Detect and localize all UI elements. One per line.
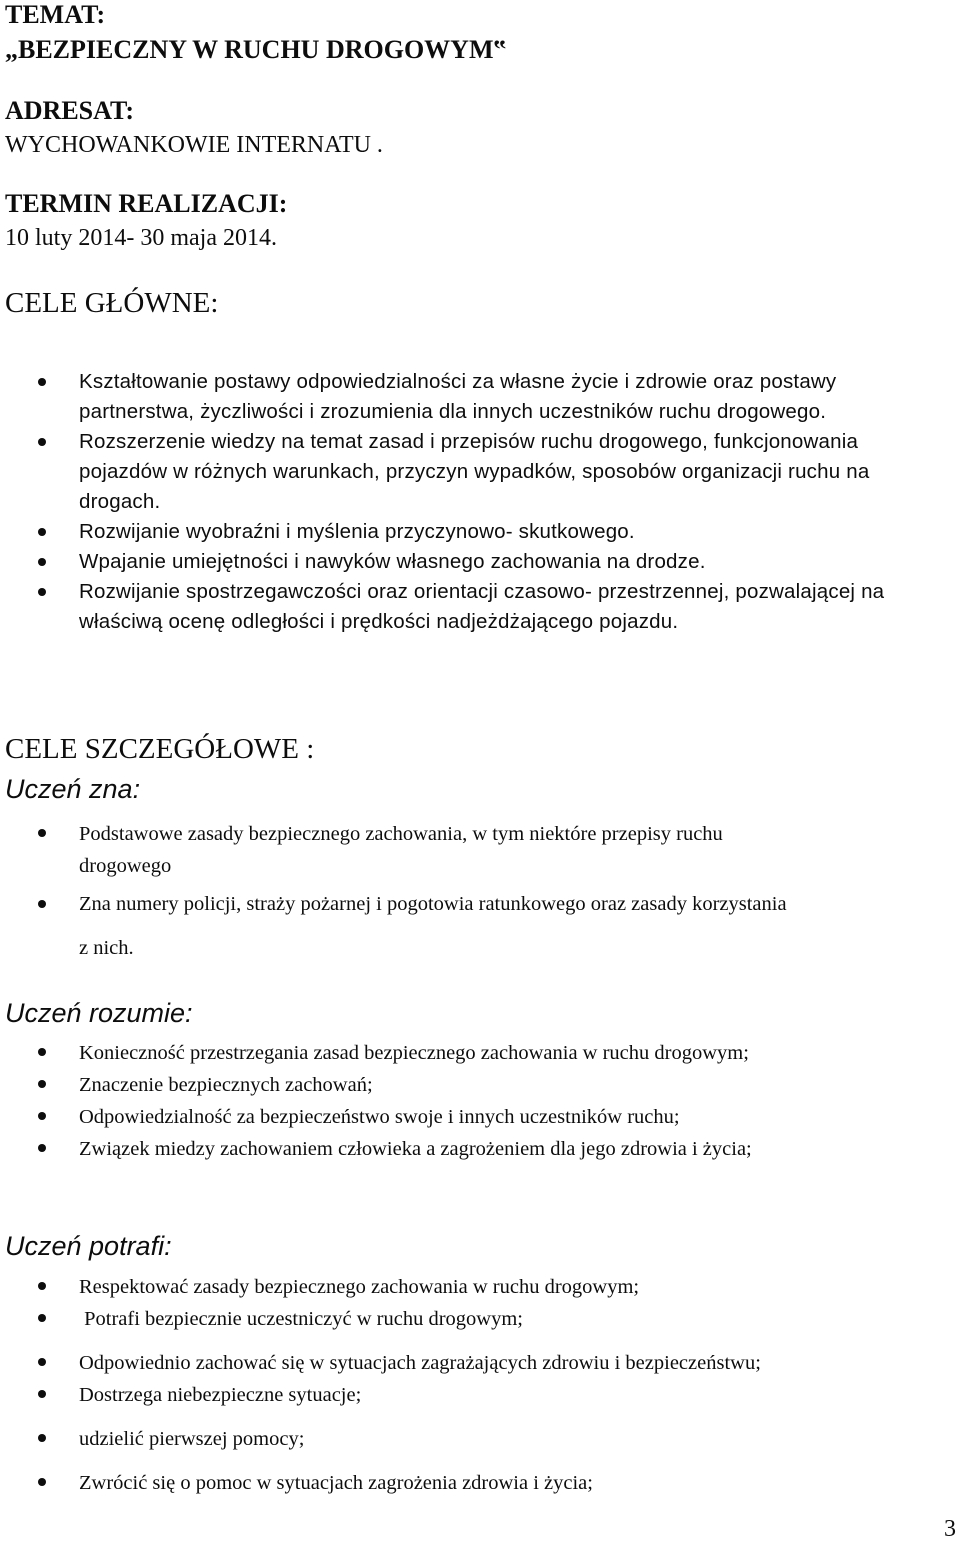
list-item [0,1271,960,1303]
bullet-icon [38,1434,46,1442]
bullet-icon [38,1358,46,1366]
uczen-rozumie-heading: Uczeń rozumie: [5,998,193,1028]
uczen-zna-list [0,818,960,970]
list-item-line: partnerstwa, życzliwości i zrozumienia dla innych uczestników ruchu drogowego. [79,400,827,423]
bullet-icon [38,829,46,837]
cele-glowne-heading: CELE GŁÓWNE: [5,287,219,319]
list-item-line: Rozwijanie spostrzegawczości oraz orientacji czasowo- przestrzennej, pozwalającej na [79,580,885,603]
bullet-icon [38,900,46,908]
list-item-line: Rozszerzenie wiedzy na temat zasad i przepisów ruchu drogowego, funkcjonowania [79,430,859,453]
list-item [0,1423,960,1455]
adresat-value: WYCHOWANKOWIE INTERNATU . [5,132,383,158]
list-item-text: Potrafi bezpiecznie uczestniczyć w ruchu drogowym; [79,1308,523,1330]
list-item-text: Odpowiednio zachować się w sytuacjach zagrażających zdrowiu i bezpieczeństwu; [79,1352,761,1374]
bullet-icon [38,1080,46,1088]
list-item-line: Kształtowanie postawy odpowiedzialności za własne życie i zdrowie oraz postawy [79,370,837,393]
list-item [0,547,960,577]
temat-label: TEMAT: [5,0,106,29]
list-item-line: z nich. [79,937,134,959]
list-item-text: Dostrzega niebezpieczne sytuacje; [79,1384,362,1406]
list-item [0,427,960,517]
bullet-icon [38,1112,46,1120]
bullet-icon [38,1314,46,1322]
termin-label: TERMIN REALIZACJI: [5,189,288,218]
list-item [0,367,960,427]
list-item-text: Odpowiedzialność za bezpieczeństwo swoje i innych uczestników ruchu; [79,1106,680,1128]
termin-value: 10 luty 2014- 30 maja 2014. [5,225,277,251]
adresat-label: ADRESAT: [5,96,135,125]
cele-szczegolowe-heading: CELE SZCZEGÓŁOWE : [5,733,315,765]
cele-glowne-list [0,367,960,637]
bullet-icon [38,1478,46,1486]
page-number: 3 [944,1516,956,1542]
list-item-line: drogowego [79,855,172,877]
list-item-text: udzielić pierwszej pomocy; [79,1428,305,1450]
list-item [0,1467,960,1499]
list-item-line: drogach. [79,490,161,513]
list-item-text: Respektować zasady bezpiecznego zachowania w ruchu drogowym; [79,1276,640,1298]
bullet-icon [38,558,46,566]
temat-value: „BEZPIECZNY W RUCHU DROGOWYM‟ [5,35,507,64]
bullet-icon [38,1282,46,1290]
list-item [0,1379,960,1411]
list-item-line: Wpajanie umiejętności i nawyków własnego zachowania na drodze. [79,550,706,573]
list-item [0,1101,960,1133]
list-item [0,1133,960,1165]
list-item-line: Podstawowe zasady bezpiecznego zachowania, w tym niektóre przepisy ruchu [79,823,723,845]
uczen-rozumie-list [0,1037,960,1165]
list-item [0,517,960,547]
list-item [0,1347,960,1379]
bullet-icon [38,1144,46,1152]
bullet-icon [38,588,46,596]
list-item-text: Konieczność przestrzegania zasad bezpiecznego zachowania w ruchu drogowym; [79,1042,749,1064]
list-item [0,882,960,970]
list-item-text: Znaczenie bezpiecznych zachowań; [79,1074,373,1096]
list-item-line: Rozwijanie wyobraźni i myślenia przyczynowo- skutkowego. [79,520,635,543]
list-item-text: Związek miedzy zachowaniem człowieka a zagrożeniem dla jego zdrowia i życia; [79,1138,752,1160]
list-item [0,1037,960,1069]
list-item [0,1069,960,1101]
uczen-potrafi-list [0,1271,960,1499]
bullet-icon [38,1048,46,1056]
uczen-potrafi-heading: Uczeń potrafi: [5,1231,172,1261]
list-item-text: Zwrócić się o pomoc w sytuacjach zagrożenia zdrowia i życia; [79,1472,593,1494]
list-item [0,818,960,882]
bullet-icon [38,528,46,536]
list-item-line: właściwą ocenę odległości i prędkości nadjeżdżającego pojazdu. [79,610,679,633]
list-item-line: pojazdów w różnych warunkach, przyczyn wypadków, sposobów organizacji ruchu na [79,460,870,483]
bullet-icon [38,1390,46,1398]
uczen-zna-heading: Uczeń zna: [5,774,141,804]
bullet-icon [38,378,46,386]
list-item-line: Zna numery policji, straży pożarnej i pogotowia ratunkowego oraz zasady korzystania [79,893,787,915]
list-item [0,1303,960,1335]
bullet-icon [38,438,46,446]
list-item [0,577,960,637]
